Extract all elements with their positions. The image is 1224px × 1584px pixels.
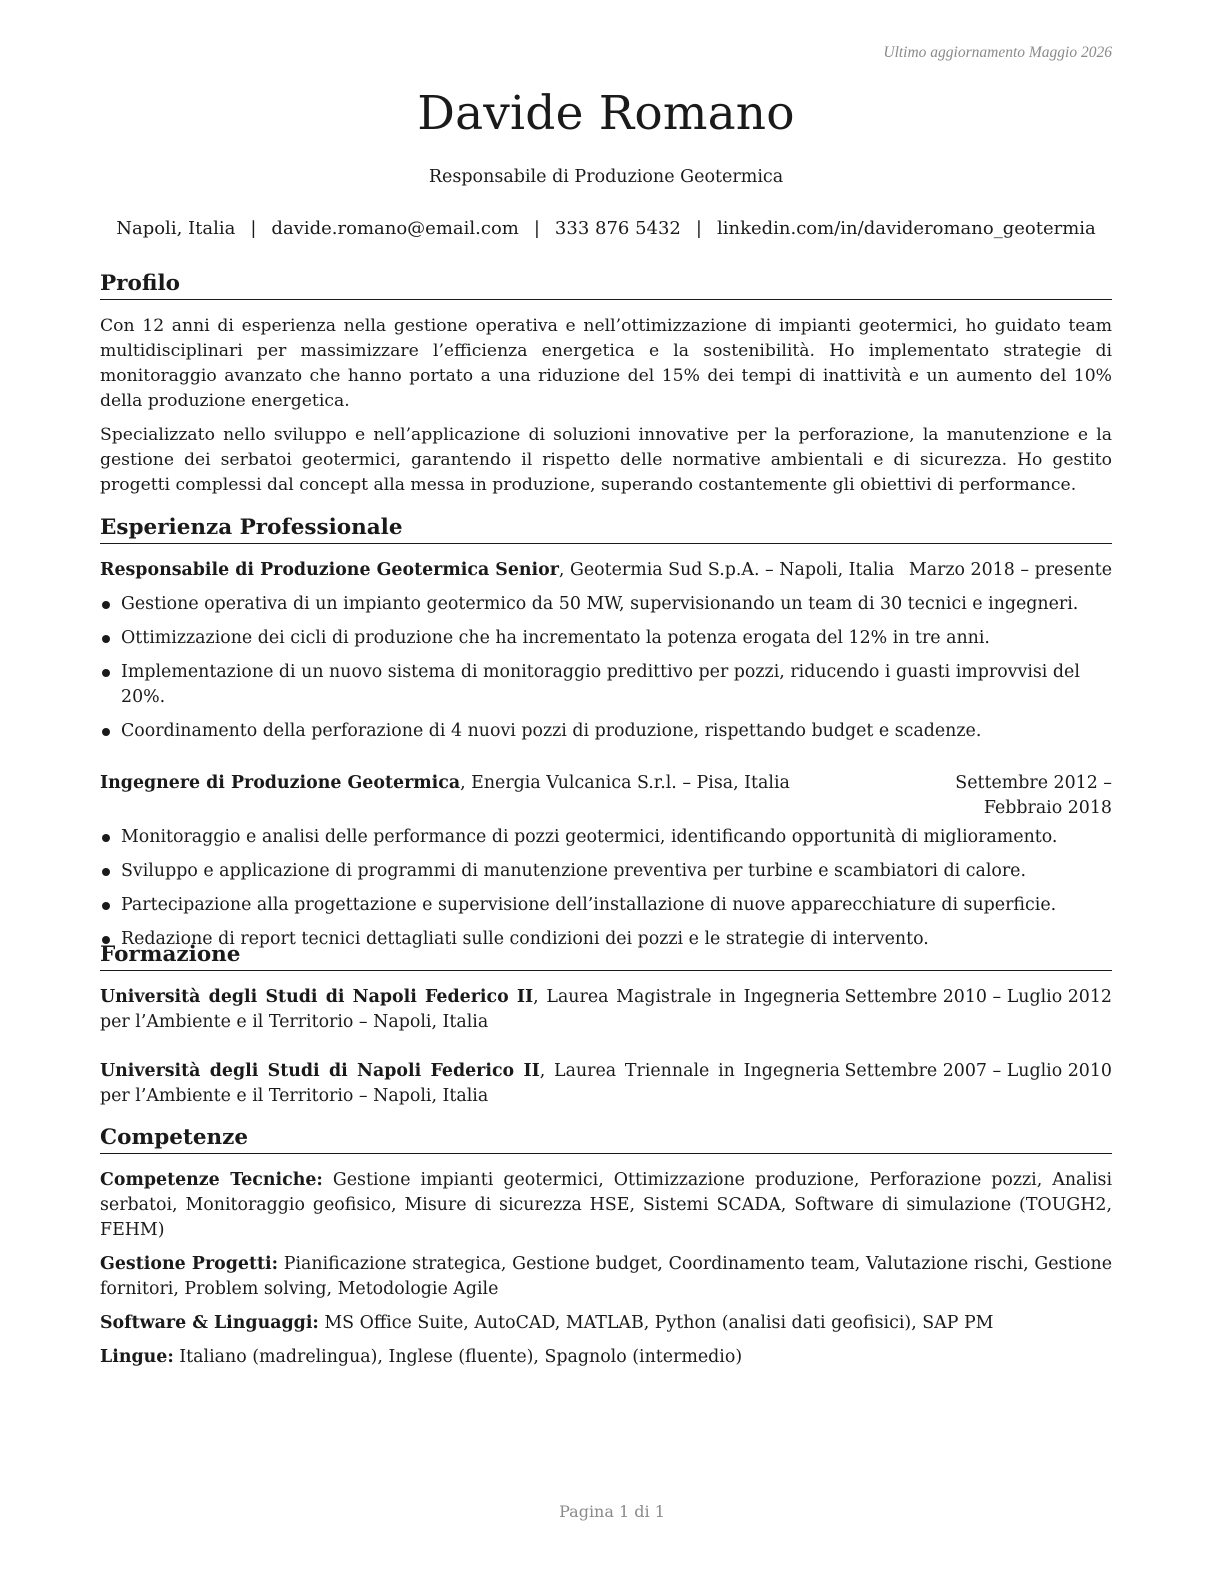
profile-section: [100, 271, 1112, 498]
bullet-icon: [102, 902, 110, 910]
skill-text: Italiano (madrelingua), Inglese (fluente), Spagnolo (intermedio): [173, 1347, 743, 1367]
education-entry: [100, 985, 1112, 1035]
bullet-text: Partecipazione alla progettazione e supervisione dell’installazione di nuove apparecchiature di superficie.: [121, 895, 1057, 915]
resume-page: [100, 0, 1112, 1584]
job-dates: Settembre 2012 – Febbraio 2018: [955, 773, 1112, 818]
skills-section: [100, 1125, 1112, 1370]
bullet-text: Ottimizzazione dei cicli di produzione che ha incrementato la potenza erogata del 12% in tre anni.: [121, 628, 990, 648]
bullet-text: Implementazione di un nuovo sistema di monitoraggio predittivo per pozzi, riducendo i guasti improvvisi del 20%.: [121, 662, 1080, 707]
education-entry: [100, 1059, 1112, 1109]
contact-line: [100, 218, 1112, 239]
skill-label: Competenze Tecniche:: [100, 1170, 323, 1190]
list-item: [100, 893, 1112, 918]
job-role: Responsabile di Produzione Geotermica Senior: [100, 560, 559, 580]
contact-separator: |: [533, 218, 540, 239]
candidate-name: Davide Romano: [417, 86, 795, 141]
job-title: Responsabile di Produzione Geotermica: [428, 167, 784, 187]
job-header: [100, 771, 1112, 821]
contact-email[interactable]: davide.romano@email.com: [271, 218, 519, 239]
skill-group: [100, 1345, 1112, 1370]
skill-text: MS Office Suite, AutoCAD, MATLAB, Python (analisi dati geofisici), SAP PM: [318, 1313, 994, 1333]
section-heading-profile: Profilo: [100, 271, 1112, 300]
bullet-text: Coordinamento della perforazione di 4 nuovi pozzi di produzione, rispettando budget e scadenze.: [121, 721, 982, 741]
bullet-icon: [102, 728, 110, 736]
bullet-text: Sviluppo e applicazione di programmi di manutenzione preventiva per turbine e scambiatori di calore.: [121, 861, 1026, 881]
skill-group: [100, 1168, 1112, 1243]
education-dates: Settembre 2010 – Luglio 2012: [844, 987, 1112, 1007]
page-number: Pagina 1 di 1: [559, 1502, 665, 1521]
contact-location: Napoli, Italia: [116, 218, 236, 239]
job-bullets: [100, 825, 1112, 952]
section-heading-skills: Competenze: [100, 1125, 1112, 1154]
experience-section: [100, 515, 1112, 952]
job-dates: Marzo 2018 – presente: [908, 560, 1112, 580]
job-company: , Energia Vulcanica S.r.l. – Pisa, Italia: [460, 773, 790, 793]
profile-paragraph: Specializzato nello sviluppo e nell’applicazione di soluzioni innovative per la perforazione, la manutenzione e la gestione dei serbatoi geotermici, garantendo il rispetto delle normative ambientali e di sicurezza. Ho gestito progetti complessi dal concept alla messa in produzione, superando costantemente gli obiettivi di performance.: [100, 425, 1112, 495]
skill-label: Gestione Progetti:: [100, 1254, 279, 1274]
education-school: Università degli Studi di Napoli Federico II: [100, 987, 534, 1007]
contact-separator: |: [250, 218, 257, 239]
education-degree: , Laurea Magistrale in Ingegneria per l’Ambiente e il Territorio – Napoli, Italia: [100, 987, 840, 1032]
job-header: [100, 558, 1112, 583]
job-company: , Geotermia Sud S.p.A. – Napoli, Italia: [558, 560, 895, 580]
job-bullets: [100, 592, 1112, 744]
job-entry: [100, 771, 1112, 952]
list-item: [100, 825, 1112, 850]
education-section: [100, 942, 1112, 1109]
skill-group: [100, 1252, 1112, 1302]
skill-label: Software & Linguaggi:: [100, 1313, 319, 1333]
profile-paragraph: Con 12 anni di esperienza nella gestione operativa e nell’ottimizzazione di impianti geotermici, ho guidato team multidisciplinari per massimizzare l’efficienza energetica e la sostenibilità. Ho implementato strategie di monitoraggio avanzato che hanno portato a una riduzione del 15% dei tempi di inattività e un aumento del 10% della produzione energetica.: [100, 316, 1112, 411]
bullet-text: Redazione di report tecnici dettagliati sulle condizioni dei pozzi e le strategie di intervento.: [121, 929, 929, 949]
skill-text: Pianificazione strategica, Gestione budget, Coordinamento team, Valutazione rischi, Gestione fornitori, Problem solving, Metodologie Agile: [100, 1254, 1112, 1299]
job-entry: [100, 558, 1112, 744]
bullet-icon: [102, 601, 110, 609]
bullet-text: Monitoraggio e analisi delle performance di pozzi geotermici, identificando opportunità di miglioramento.: [121, 827, 1058, 847]
last-updated: Ultimo aggiornamento Maggio 2026: [883, 44, 1112, 61]
list-item: [100, 660, 1112, 710]
job-role: Ingegnere di Produzione Geotermica: [100, 773, 461, 793]
list-item: [100, 592, 1112, 617]
education-degree: , Laurea Triennale in Ingegneria per l’Ambiente e il Territorio – Napoli, Italia: [100, 1061, 841, 1106]
bullet-icon: [102, 834, 110, 842]
bullet-text: Gestione operativa di un impianto geotermico da 50 MW, supervisionando un team di 30 tecnici e ingegneri.: [121, 594, 1079, 614]
skill-text: Gestione impianti geotermici, Ottimizzazione produzione, Perforazione pozzi, Analisi serbatoi, Monitoraggio geofisico, Misure di sicurezza HSE, Sistemi SCADA, Software di simulazione (TOUGH2, FEHM): [100, 1170, 1113, 1240]
list-item: [100, 719, 1112, 744]
bullet-icon: [102, 669, 110, 677]
section-heading-education: Formazione: [100, 942, 1112, 971]
bullet-icon: [102, 635, 110, 643]
bullet-icon: [102, 868, 110, 876]
contact-phone[interactable]: 333 876 5432: [554, 218, 681, 239]
skill-group: [100, 1311, 1112, 1336]
education-school: Università degli Studi di Napoli Federico II: [100, 1061, 540, 1081]
section-heading-experience: Esperienza Professionale: [100, 515, 1112, 544]
education-dates: Settembre 2007 – Luglio 2010: [844, 1061, 1112, 1081]
contact-linkedin[interactable]: linkedin.com/in/davideromano_geotermia: [716, 218, 1096, 239]
list-item: [100, 859, 1112, 884]
contact-separator: |: [695, 218, 702, 239]
skill-label: Lingue:: [100, 1347, 174, 1367]
list-item: [100, 626, 1112, 651]
